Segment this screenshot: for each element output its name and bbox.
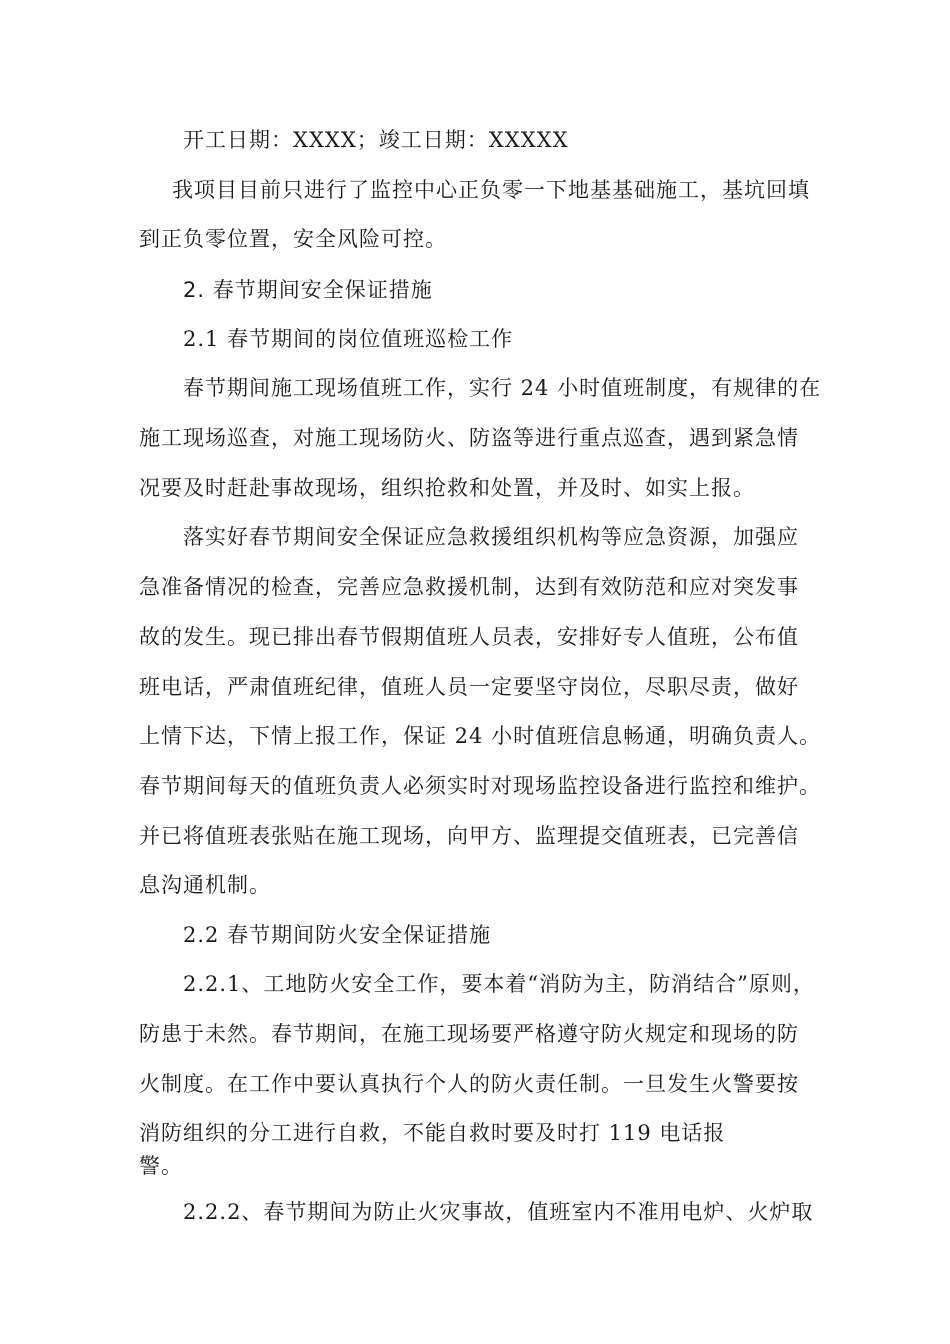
paragraph-line: 施工现场巡查，对施工现场防火、防盗等进行重点巡查，遇到紧急情 [139, 426, 799, 450]
paragraph-line: 火制度。在工作中要认真执行个人的防火责任制。一旦发生火警要按 [139, 1072, 799, 1096]
paragraph-line: 上情下达，下情上报工作，保证 24 小时值班信息畅通，明确负责人。 [139, 724, 822, 748]
paragraph-line: 警。 [139, 1154, 183, 1178]
dates-line: 开工日期：XXXX；竣工日期：XXXXX [183, 128, 569, 152]
paragraph-line: 落实好春节期间安全保证应急救援组织机构等应急资源，加强应 [183, 525, 799, 549]
section-heading: 2. 春节期间安全保证措施 [183, 278, 433, 302]
paragraph-line: 到正负零位置，安全风险可控。 [139, 227, 447, 251]
paragraph-line: 消防组织的分工进行自救，不能自救时要及时打 119 电话报 [139, 1121, 726, 1145]
paragraph-line: 息沟通机制。 [139, 873, 271, 897]
paragraph-line: 2.2.2、春节期间为防止火灾事故，值班室内不准用电炉、火炉取 [183, 1200, 814, 1224]
paragraph-line: 班电话，严肃值班纪律，值班人员一定要坚守岗位，尽职尽责，做好 [139, 675, 799, 699]
paragraph-line: 我项目目前只进行了监控中心正负零一下地基基础施工，基坑回填 [172, 178, 810, 202]
subsection-heading: 2.1 春节期间的岗位值班巡检工作 [183, 327, 514, 351]
paragraph-line: 并已将值班表张贴在施工现场，向甲方、监理提交值班表，已完善信 [139, 824, 799, 848]
paragraph-line: 2.2.1、工地防火安全工作，要本着“消防为主，防消结合”原则， [183, 972, 815, 996]
paragraph-line: 防患于未然。春节期间，在施工现场要严格遵守防火规定和现场的防 [139, 1022, 799, 1046]
paragraph-line: 急准备情况的检查，完善应急救援机制，达到有效防范和应对突发事 [139, 575, 799, 599]
subsection-heading: 2.2 春节期间防火安全保证措施 [183, 923, 492, 947]
paragraph-line: 况要及时赶赴事故现场，组织抢救和处置，并及时、如实上报。 [139, 476, 755, 500]
paragraph-line: 春节期间施工现场值班工作，实行 24 小时值班制度，有规律的在 [183, 376, 822, 400]
paragraph-line: 春节期间每天的值班负责人必须实时对现场监控设备进行监控和维护。 [139, 774, 821, 798]
paragraph-line: 故的发生。现已排出春节假期值班人员表，安排好专人值班，公布值 [139, 625, 799, 649]
